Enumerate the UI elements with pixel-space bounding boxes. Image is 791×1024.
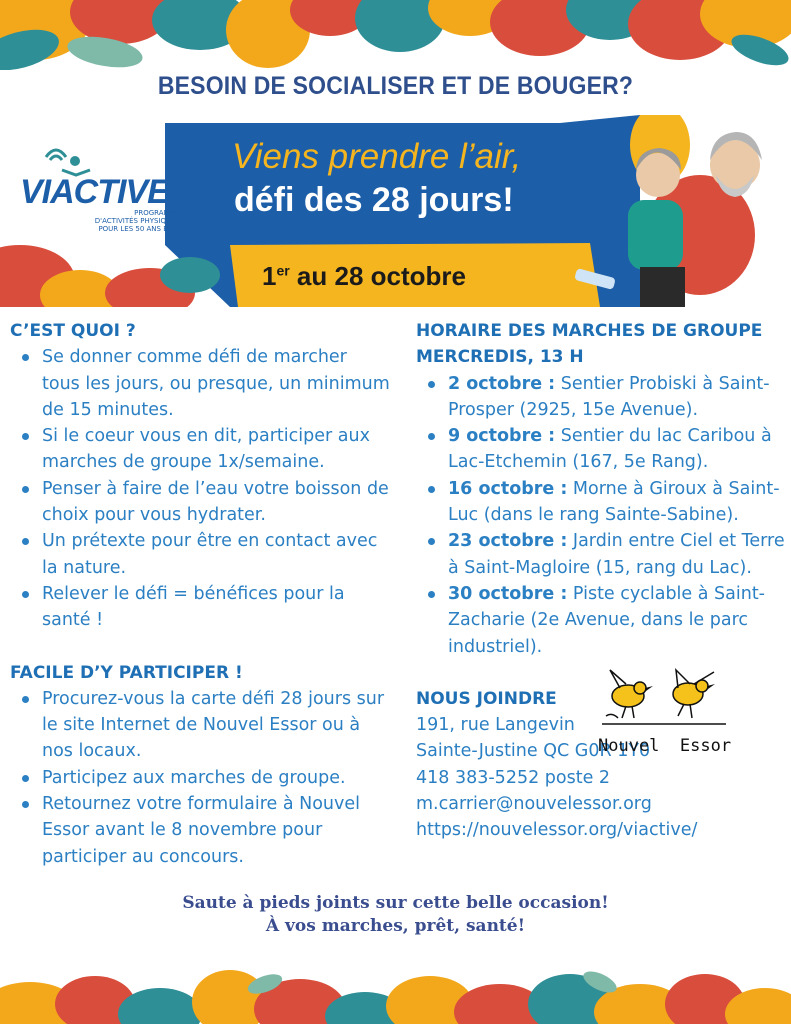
left-column (10, 318, 390, 870)
c-est-quoi-list (10, 344, 390, 633)
viactive-logo (20, 175, 180, 233)
walk-location: Morne à Giroux à Saint-Luc (dans le rang Sainte-Sabine). (448, 478, 780, 526)
bottom-leaf-border (0, 954, 791, 1024)
section-c-est-quoi-title: C’EST QUOI ? (10, 321, 136, 341)
list-item: Si le coeur vous en dit, participer aux marches de groupe 1x/semaine. (42, 423, 390, 476)
list-item: Retournez votre formulaire à Nouvel Essor avant le 8 novembre pour participer au concours. (42, 791, 390, 870)
walk-item (448, 423, 786, 476)
list-item: Penser à faire de l’eau votre boisson de choix pour vous hydrater. (42, 476, 390, 529)
walk-date: 16 octobre : (448, 478, 568, 499)
banner-line-2: défi des 28 jours! (234, 181, 514, 219)
walk-location: Sentier Probiski à Saint-Prosper (2925, 15e Avenue). (448, 373, 770, 420)
footer-slogan-1: Saute à pieds joints sur cette belle occasion! (182, 893, 609, 913)
facile-list (10, 686, 390, 870)
walk-location: Jardin entre Ciel et Terre à Saint-Magloire (15, rang du Lac). (448, 531, 785, 578)
list-item: Un prétexte pour être en contact avec la nature. (42, 528, 390, 581)
banner-dates (262, 261, 466, 292)
walk-schedule-list (416, 371, 786, 660)
birds-icon (598, 666, 730, 726)
viactive-logo-sub-3: POUR LES 50 ANS ET + (98, 225, 180, 233)
list-item: Relever le défi = bénéfices pour la santé ! (42, 581, 390, 634)
list-item: Participez aux marches de groupe. (42, 765, 390, 791)
walk-date: 2 octobre : (448, 373, 556, 394)
banner-date-day: 1 (262, 261, 277, 291)
walk-date: 23 octobre : (448, 531, 568, 552)
contact-email[interactable]: m.carrier@nouvelessor.org (416, 794, 652, 815)
right-column (416, 318, 786, 844)
contact-phone: 418 383-5252 poste 2 (416, 767, 611, 788)
contact-website[interactable]: https://nouvelessor.org/viactive/ (416, 820, 698, 841)
walk-item (448, 371, 786, 424)
section-facile-title: FACILE D’Y PARTICIPER ! (10, 662, 243, 683)
list-item: Procurez-vous la carte défi 28 jours sur le site Internet de Nouvel Essor ou à nos locaux. (42, 686, 390, 765)
viactive-banner (0, 115, 791, 307)
banner-date-sup: er (276, 262, 290, 279)
walk-date: 9 octobre : (448, 426, 556, 447)
walk-date: 30 octobre : (448, 583, 568, 604)
nouvel-essor-logo-text: Nouvel Essor (598, 736, 732, 756)
walk-item (448, 581, 786, 660)
list-item: Se donner comme défi de marcher tous les jours, ou presque, un minimum de 15 minutes. (42, 344, 390, 423)
contact-address: 191, rue Langevin (416, 715, 575, 736)
schedule-subtitle: MERCREDIS, 13 H (416, 347, 584, 368)
walk-location: Sentier du lac Caribou à Lac-Etchemin (167, 5e Rang). (448, 426, 772, 473)
walk-location: Piste cyclable à Saint-Zacharie (2e Avenue, dans le parc industriel). (448, 583, 765, 657)
banner-date-rest: au 28 octobre (289, 261, 466, 291)
viactive-logo-sub-2: D'ACTIVITÉS PHYSIQUES (94, 217, 180, 225)
schedule-title: HORAIRE DES MARCHES DE GROUPE (416, 321, 763, 341)
contact-city: Sainte-Justine QC G0R 1Y0 (416, 741, 651, 762)
footer-slogan-2: À vos marches, prêt, santé! (265, 916, 526, 936)
contact-title: NOUS JOINDRE (416, 688, 557, 709)
nouvel-essor-logo (598, 666, 730, 758)
walk-item (448, 528, 786, 581)
top-leaf-border (0, 0, 791, 70)
walk-item (448, 476, 786, 529)
viactive-logo-sub-1: PROGRAMME (134, 209, 180, 217)
viactive-logo-word: VIACTIVE (20, 173, 169, 211)
page-headline: BESOIN DE SOCIALISER ET DE BOUGER? (157, 72, 634, 100)
banner-line-1: Viens prendre l’air, (232, 137, 522, 176)
